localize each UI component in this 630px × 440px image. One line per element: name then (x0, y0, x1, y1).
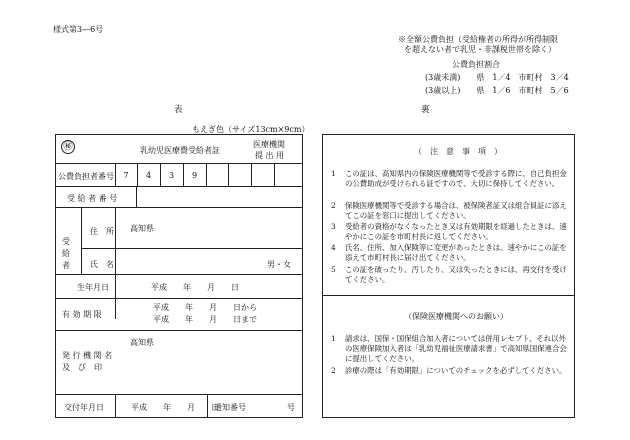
address-value: 高知県 (130, 224, 154, 233)
divider (55, 274, 303, 275)
address-label: 住 所 (90, 227, 114, 236)
divider (322, 295, 575, 296)
divider (251, 163, 252, 186)
note-text: 受給者の資格がなくなったとき又は有効期限を経過したときは、速やかにこの証を市町村長に返してください。 (345, 222, 567, 241)
request-number: 1 (331, 334, 336, 343)
requests-title: （保険医療機関へのお願い） (404, 312, 508, 321)
burden-note-line-1: ※全額公費負担（受給権者の所得が所得制限 (398, 35, 558, 44)
divider (81, 207, 82, 274)
validity-label: 有 効 期 限 (62, 310, 102, 319)
birth-date-label: 生年月日 (77, 283, 109, 292)
front-side-label: 表 (174, 105, 183, 115)
birth-date-value: 平成 年 月 日 (151, 283, 239, 292)
burden-ratio-over3: (3歳以上) 県 1／6 市町村 5／6 (425, 86, 569, 95)
burden-ratio-title: 公費負担割合 (452, 60, 500, 69)
divider (115, 207, 116, 319)
notice-number-suffix: 号 (287, 403, 295, 412)
note-number: 4 (331, 243, 336, 252)
divider (115, 394, 116, 418)
issuer-label-1: 発 行 機 関 名 (62, 351, 113, 360)
note-number: 5 (331, 265, 336, 274)
gender-option: 男・女 (267, 260, 291, 269)
request-text: 診療の際は「有効期限」についてのチェックを必ずしてください。 (345, 366, 567, 375)
issuer-label-2: 及 び 印 (62, 363, 102, 372)
color-size-note: もえぎ色（サイズ13cm×9cm） (192, 125, 310, 134)
divider (206, 163, 207, 186)
note-number: 3 (331, 222, 336, 231)
seal-icon: ㊙ (61, 140, 75, 154)
note-text: この証を破ったり、汚したり、又は失ったときには、再交付を受けてください。 (345, 265, 567, 284)
recipient-number-label: 受 給 者 番 号 (67, 194, 118, 203)
burden-digit: 7 (123, 171, 129, 180)
burden-number-label: 公費負担者番号 (58, 172, 114, 181)
form-number: 様式第3―6号 (53, 25, 104, 34)
divider (55, 330, 303, 331)
card-title: 乳幼児医療費受給者証 (140, 146, 220, 155)
validity-to: 平成 年 月 日まで (153, 315, 257, 324)
note-number: 2 (331, 201, 336, 210)
note-text: 氏名、住所、加入保険等に変更があったときは、速やかにこの証を添えて市町村長に届け出てください。 (345, 243, 567, 262)
note-number: 1 (331, 169, 336, 178)
request-text: 請求は、国保・国保組合加入者については併用レセプト、それ以外の医療保険加入者は「乳幼児福祉医療請求書」で高知県国保連合会に提出してください。 (345, 334, 567, 363)
burden-ratio-under3: (3歳未満) 県 1／4 市町村 3／4 (425, 73, 569, 82)
name-label: 氏 名 (90, 260, 114, 269)
issue-date-value: 平成 年 月 日 (131, 403, 219, 412)
divider (136, 186, 137, 207)
note-text: 保険医療機関等で受診する場合は、被保険者証又は組合員証に添えてこの証を窓口に提出してください。 (345, 201, 567, 220)
submit-label-2: 提 出 用 (255, 151, 285, 160)
back-side-label: 裏 (421, 105, 430, 115)
divider (55, 298, 303, 299)
issuer-value: 高知県 (130, 338, 154, 347)
note-text: この証は、高知県内の保険医療機関等で受診する際に、自己負担金の公費助成が受けられる証ですので、大切に保持してください。 (345, 169, 567, 188)
burden-digit: 9 (191, 171, 198, 180)
recipient-vertical-3: 者 (62, 261, 70, 270)
validity-from: 平成 年 月 日から (153, 303, 257, 312)
submit-label-1: 医療機関 (253, 140, 285, 149)
recipient-vertical-2: 給 (62, 249, 70, 258)
burden-digit: 3 (168, 171, 175, 180)
divider (55, 207, 303, 208)
issue-date-label: 交付年月日 (64, 403, 104, 412)
recipient-vertical-1: 受 (62, 237, 70, 246)
divider (55, 394, 303, 395)
burden-note-line-2: を超えない者で乳児・非課税世帯を除く） (404, 45, 556, 54)
notice-number-label: 通知番号 (214, 403, 246, 412)
burden-digit: 4 (145, 171, 152, 180)
notes-title: （ 注 意 事 項 ） (414, 147, 502, 156)
divider (55, 186, 303, 187)
request-number: 2 (331, 366, 336, 375)
divider (228, 163, 229, 186)
divider (274, 163, 275, 186)
divider (55, 163, 303, 164)
